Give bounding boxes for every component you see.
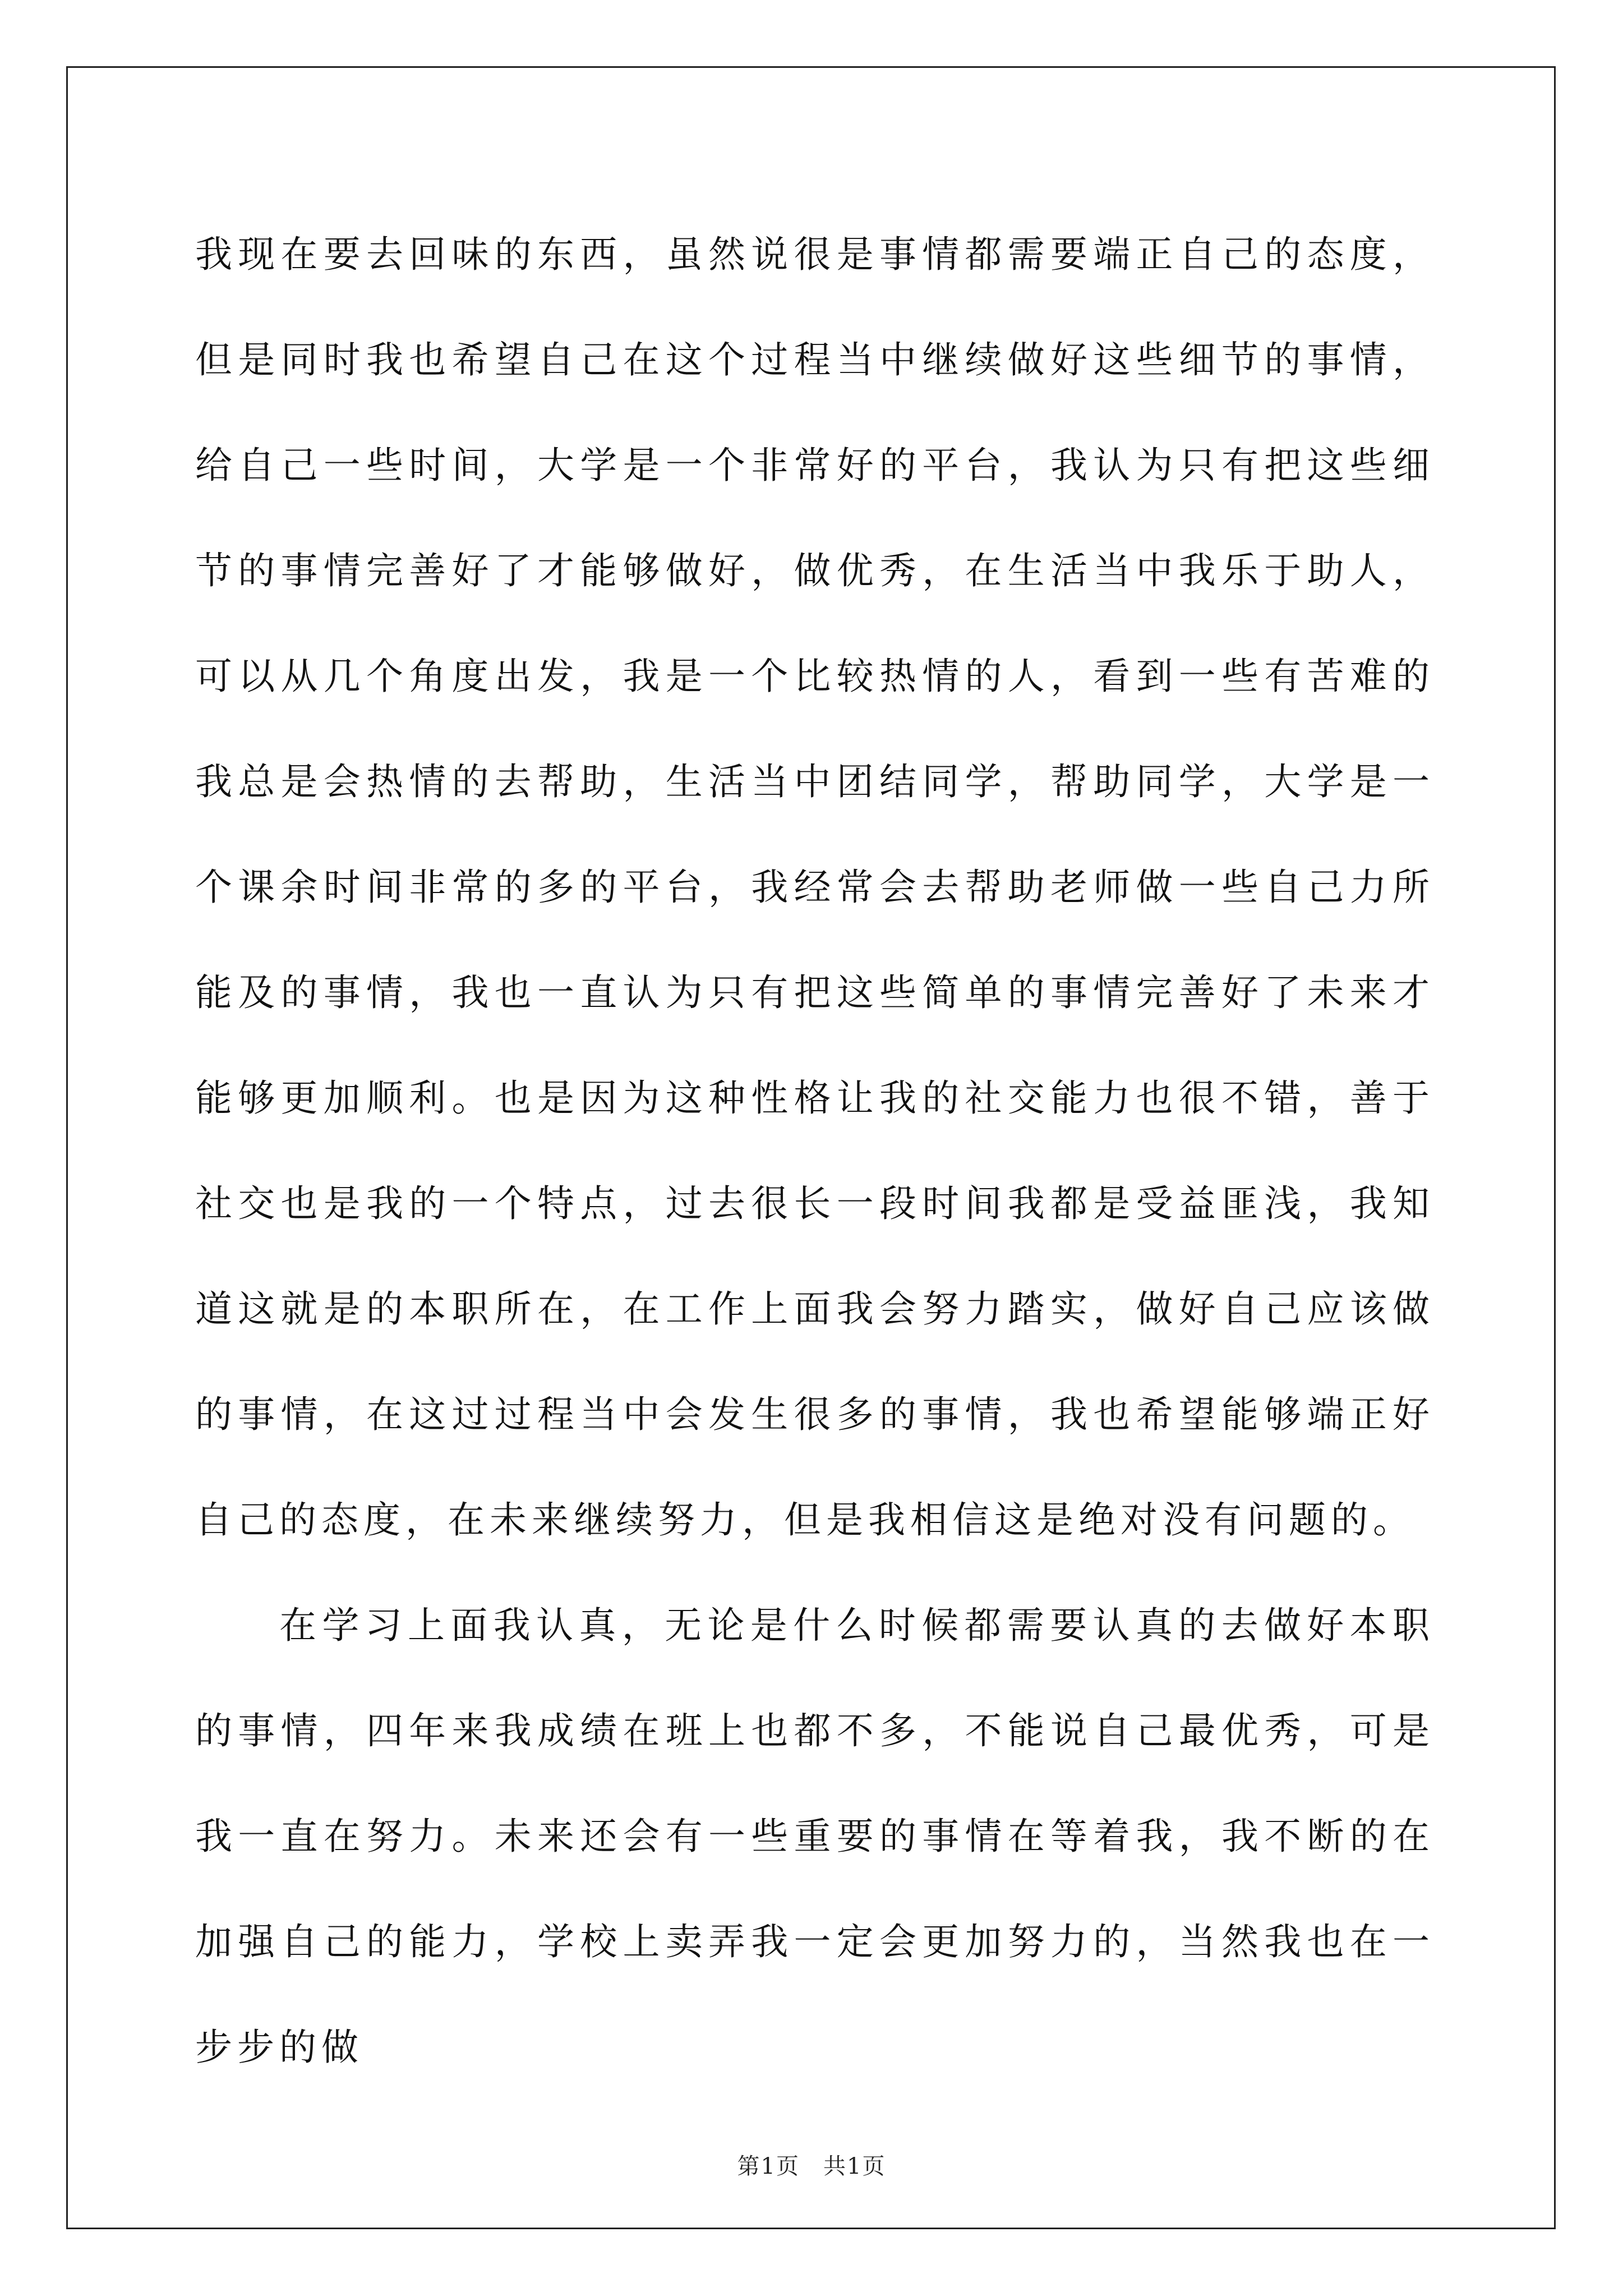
paragraph-1: 我现在要去回味的东西，虽然说很是事情都需要端正自己的态度，但是同时我也希望自己在这个过程当中继续做好这些细节的事情，给自己一些时间，大学是一个非常好的平台，我认为只有把这些细节的事情完善好了才能够做好，做优秀，在生活当中我乐于助人，可以从几个角度出发，我是一个比较热情的人，看到一些有苦难的我总是会热情的去帮助，生活当中团结同学，帮助同学，大学是一个课余时间非常的多的平台，我经常会去帮助老师做一些自己力所能及的事情，我也一直认为只有把这些简单的事情完善好了未来才能够更加顺利。也是因为这种性格让我的社交能力也很不错，善于社交也是我的一个特点，过去很长一段时间我都是受益匪浅，我知道这就是的本职所在，在工作上面我会努力踏实，做好自己应该做的事情，在这过过程当中会发生很多的事情，我也希望能够端正好自己的态度，在未来继续努力，但是我相信这是绝对没有问题的。 [195,233,1435,1542]
document-body [195,202,1435,2100]
paragraph-2: 在学习上面我认真，无论是什么时候都需要认真的去做好本职的事情，四年来我成绩在班上也都不多，不能说自己最优秀，可是我一直在努力。未来还会有一些重要的事情在等着我，我不断的在加强自己的能力，学校上卖弄我一定会更加努力的，当然我也在一步步的做 [195,1604,1435,2069]
page-number-footer: 第1页 共1页 [737,2154,886,2179]
